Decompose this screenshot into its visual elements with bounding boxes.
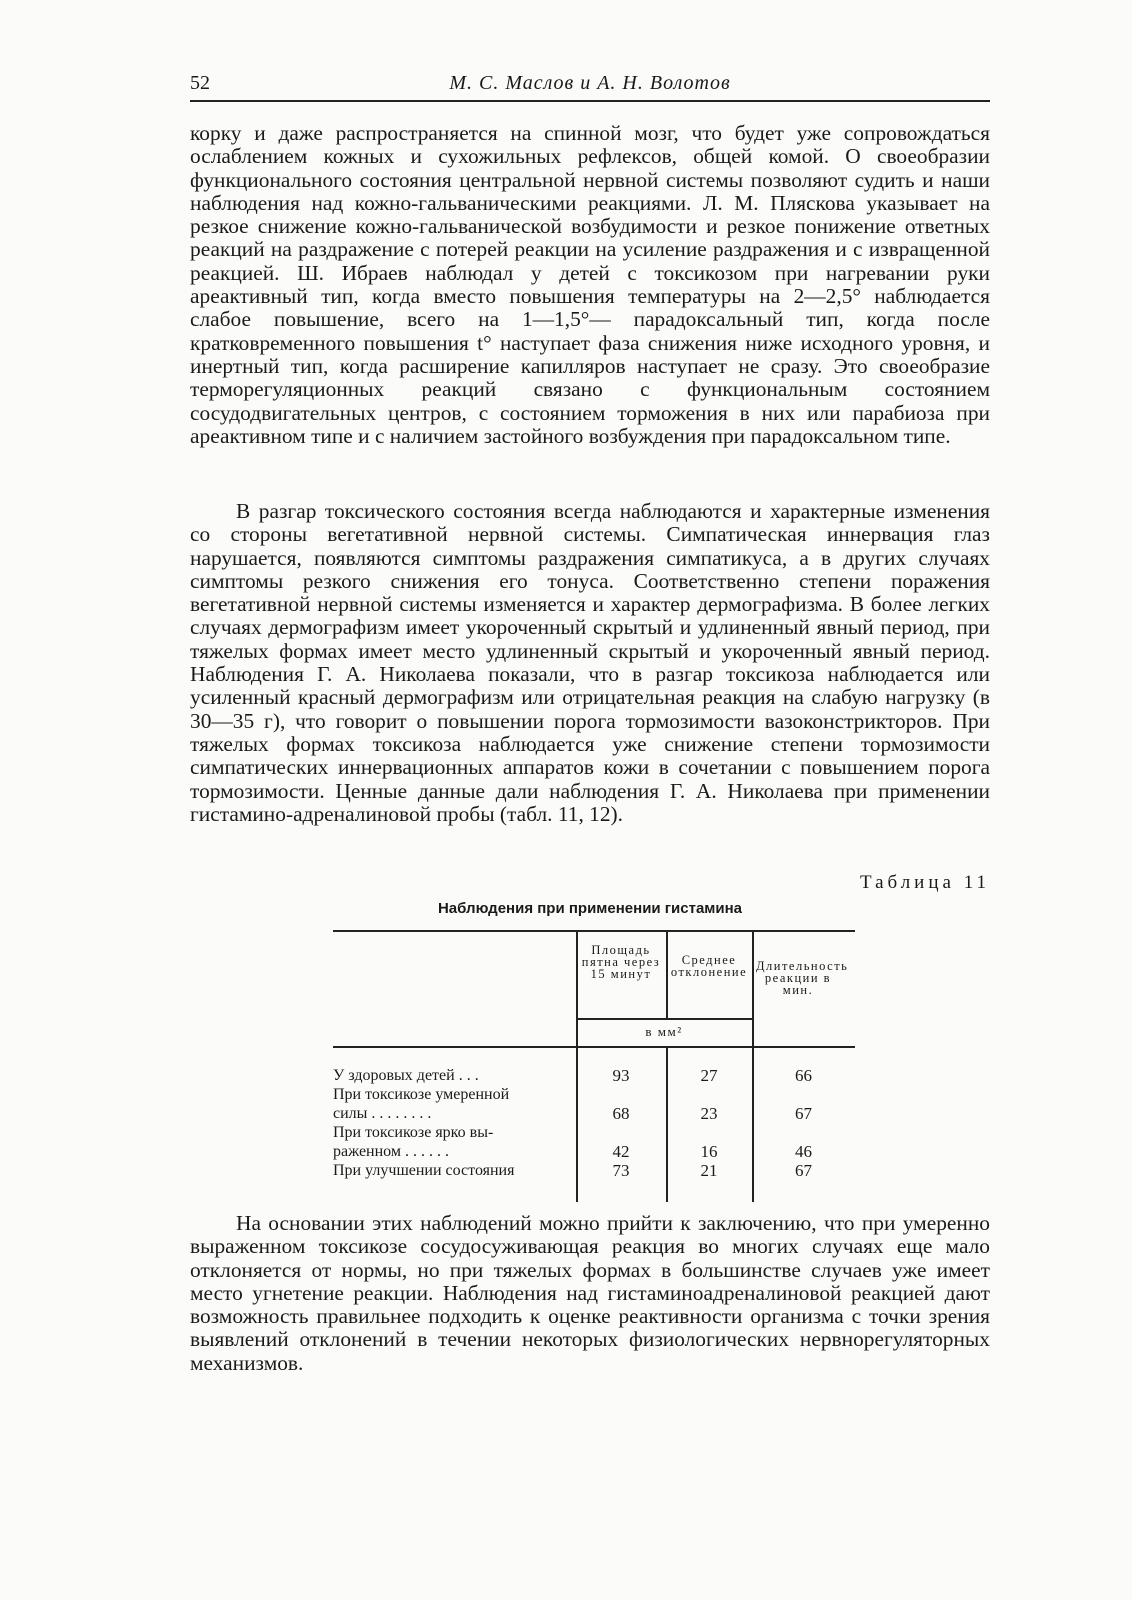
table-cell: 42 [612,1142,630,1161]
row-label: раженном . . . . . . [333,1143,449,1160]
unit-rule [576,1018,752,1020]
table-cell: 67 [795,1161,812,1180]
table-cell: 73 [612,1161,630,1180]
body-paragraph: корку и даже распространяется на спинной мозг, что будет уже сопровождаться ослаблением кожных и сухожильных рефлексов, общей комой. О своеобразии функционального состояния центральной нервной системы позволяют судить и наши наблюдения над кожно-гальваническими реакциями. Л. М. Пляскова указывает на резкое снижение кожно-гальванической возбудимости и резкое понижение ответных реакций на раздражение с потерей реакции на усиление раздражения и с извращенной реакцией. Ш. Ибраев наблюдал у детей с токсикозом при нагревании руки ареактивный тип, когда вместо повышения температуры на 2—2,5° наблюдается слабое повышение, всего на 1—1,5°— парадоксальный тип, когда после кратковременного повышения t° наступает фаза снижения ниже исходного уровня, и инертный тип, когда расширение капилляров наступает не сразу. Это своеобразие терморегуляционных реакций связано с функциональным состоянием сосудодвигательных центров, с состоянием торможения в них или парабиоза при ареактивном типе и с наличием застойного возбуждения при парадоксальном типе. [190,121,990,448]
table-cell: 16 [700,1142,718,1161]
row-label: При улучшении состояния [333,1162,515,1179]
row-label: У здоровых детей . . . [333,1067,479,1084]
page-number: 52 [190,72,210,94]
page-header [190,72,990,102]
table-cell: 23 [700,1104,718,1123]
table-title: Наблюдения при применении гистамина [437,900,743,917]
col-header-duration: Длительность реакции в мин. [756,959,849,997]
header-bottom-rule [333,1046,855,1048]
data-table [333,930,855,1205]
table-cell: 21 [700,1161,718,1180]
table-top-rule [333,930,855,932]
body-paragraph: На основании этих наблюдений можно прийти к заключению, что при умеренно выраженном токсикозе сосудосуживающая реакция во многих случаях еще мало отклоняется от нормы, но при тяжелых формах в большинстве случаев уже имеет место угнетение реакции. Наблюдения над гистаминоадреналиновой реакцией дают возможность правильнее подходить к оценке реактивности организма с точки зрения выявлений отклонений в течении некоторых физиологических нервнорегуляторных механизмов. [190,1211,990,1375]
col-header-deviation: Среднее отклонение [670,953,748,979]
col-header-area: Площадь пятна через 15 минут [581,943,661,981]
table-cell: 46 [795,1142,812,1161]
table-cell: 27 [700,1066,718,1085]
table-cell: 93 [612,1066,630,1085]
row-label: При токсикозе умеренной [333,1086,510,1103]
body-paragraph: В разгар токсического состояния всегда наблюдаются и характерные изменения со стороны вегетативной нервной системы. Симпатическая иннервация глаз нарушается, появляются симптомы раздражения симпатикуса, а в других случаях симптомы резкого снижения его тонуса. Соответственно степени поражения вегетативной нервной системы изменяется и характер дермографизма. В более легких случаях дермографизм имеет укороченный скрытый и удлиненный явный период, при тяжелых формах имеет место удлиненный скрытый и укороченный явный период. Наблюдения Г. А. Николаева показали, что в разгар токсикоза наблюдается или усиленный красный дермографизм или отрицательная реакция на слабую нагрузку (в 30—35 г), что говорит о повышении порога тормозимости вазоконстрикторов. При тяжелых формах токсикоза наблюдается уже снижение степени тормозимости симпатических иннервационных аппаратов кожи в сочетании с повышением порога тормозимости. Ценные данные дали наблюдения Г. А. Николаева при применении гистамино-адреналиновой пробы (табл. 11, 12). [190,499,990,826]
row-label: При токсикозе ярко вы- [333,1124,494,1141]
running-title: М. С. Маслов и А. Н. Волотов [449,72,731,94]
table-cell: 67 [795,1104,812,1123]
table-cell: 66 [795,1066,812,1085]
unit-label: в мм² [645,1024,683,1039]
table-cell: 68 [612,1104,630,1123]
table-number: Таблица 11 [859,872,990,893]
row-label: силы . . . . . . . . [333,1105,432,1122]
